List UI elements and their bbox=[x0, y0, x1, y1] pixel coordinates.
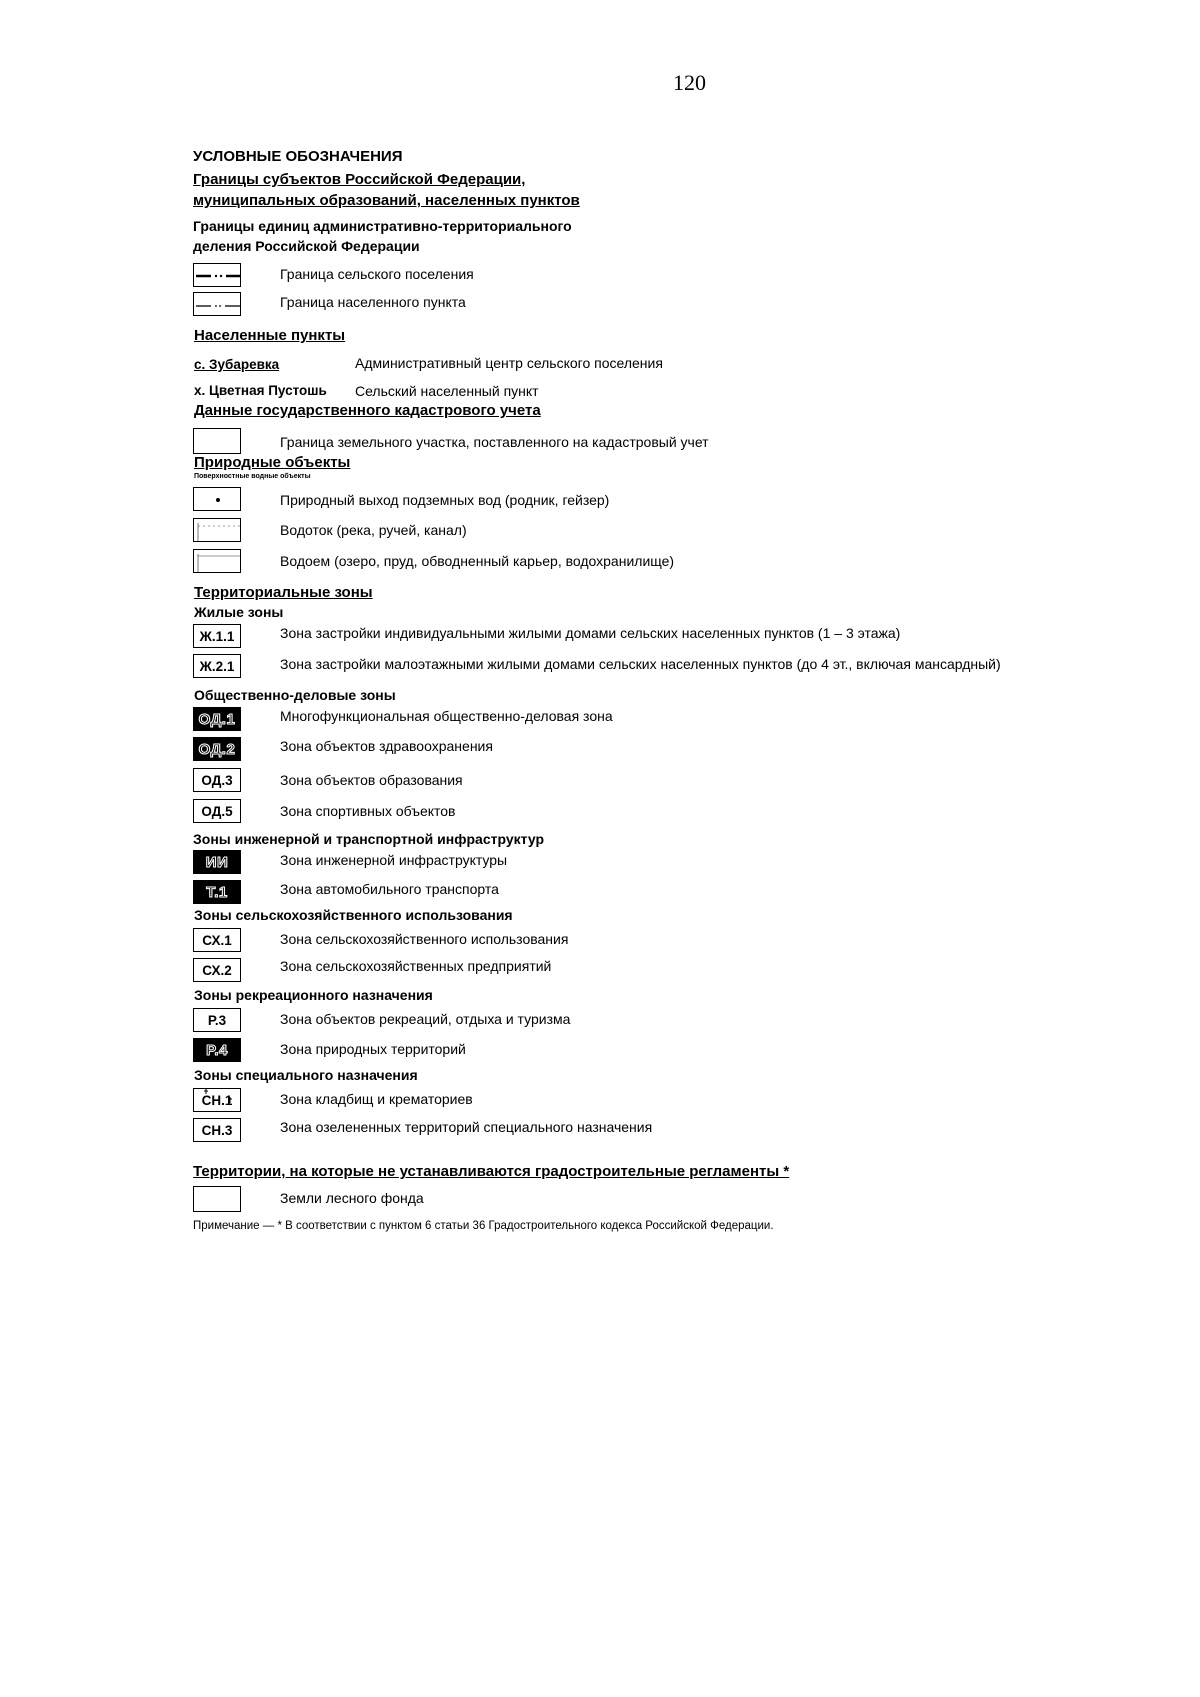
zone-code-od2 bbox=[193, 737, 241, 761]
zone-code-ii bbox=[193, 850, 241, 874]
zone-od2-label: Зона объектов здравоохранения bbox=[280, 738, 493, 754]
special-zones-title: Зоны специального назначения bbox=[194, 1067, 418, 1083]
zone-code-r4-text: Р.4 bbox=[206, 1041, 228, 1059]
water-body-symbol bbox=[193, 549, 241, 573]
watercourse-label: Водоток (река, ручей, канал) bbox=[280, 522, 467, 538]
rural-settlement-sample: х. Цветная Пустошь bbox=[194, 383, 327, 398]
zone-code-skh1: СХ.1 bbox=[193, 928, 241, 952]
infrastructure-zones-title: Зоны инженерной и транспортной инфраструктур bbox=[193, 831, 544, 847]
zone-sn1-label: Зона кладбищ и крематориев bbox=[280, 1091, 473, 1107]
zone-zh21-label: Зона застройки малоэтажными жилыми домами сельских населенных пунктов (до 4 эт., включая мансардный) bbox=[280, 656, 1001, 672]
zone-skh2-label: Зона сельскохозяйственных предприятий bbox=[280, 958, 552, 974]
settlement-border-label: Граница населенного пункта bbox=[280, 294, 466, 310]
water-body-label: Водоем (озеро, пруд, обводненный карьер, водохранилище) bbox=[280, 553, 675, 569]
zone-code-od1-text: ОД.1 bbox=[198, 710, 236, 728]
zone-sn3-label: Зона озелененных территорий специального назначения bbox=[280, 1119, 653, 1135]
zone-code-r4 bbox=[193, 1038, 241, 1062]
zone-od3-label: Зона объектов образования bbox=[280, 772, 463, 788]
admin-center-label: Административный центр сельского поселения bbox=[355, 355, 663, 371]
residential-zones-title: Жилые зоны bbox=[194, 604, 284, 620]
zone-r4-label: Зона природных территорий bbox=[280, 1041, 466, 1057]
borders-section-title-line1: Границы субъектов Российской Федерации, bbox=[193, 171, 526, 188]
zone-code-skh2: СХ.2 bbox=[193, 958, 241, 982]
page-number: 120 bbox=[673, 70, 706, 95]
spring-symbol bbox=[193, 487, 241, 511]
agriculture-zones-title: Зоны сельскохозяйственного использования bbox=[194, 907, 513, 923]
zone-code-sn1 bbox=[193, 1088, 241, 1112]
zone-code-od3: ОД.3 bbox=[193, 768, 241, 792]
zone-od1-label: Многофункциональная общественно-деловая зона bbox=[280, 708, 613, 724]
borders-subtitle-line2: деления Российской Федерации bbox=[193, 238, 420, 254]
zone-code-od5: ОД.5 bbox=[193, 799, 241, 823]
zone-code-od1 bbox=[193, 707, 241, 731]
rural-settlement-label: Сельский населенный пункт bbox=[355, 383, 539, 399]
zone-code-od2-text: ОД.2 bbox=[198, 740, 236, 758]
zone-code-zh21: Ж.2.1 bbox=[193, 654, 241, 678]
no-regulation-section-title: Территории, на которые не устанавливаются градостроительные регламенты * bbox=[193, 1163, 790, 1180]
nature-section-title: Природные объекты bbox=[194, 454, 351, 471]
rural-settlement-border-symbol bbox=[193, 263, 241, 287]
legend-title: УСЛОВНЫЕ ОБОЗНАЧЕНИЯ bbox=[193, 148, 403, 165]
zone-code-ii-text: ИИ bbox=[205, 853, 229, 871]
cadastre-section-title: Данные государственного кадастрового учета bbox=[194, 402, 541, 419]
forest-fund-label: Земли лесного фонда bbox=[280, 1190, 424, 1206]
zone-code-zh11: Ж.1.1 bbox=[193, 624, 241, 648]
footnote: Примечание — * В соответствии с пунктом 6 статьи 36 Градостроительного кодекса Российской Федерации. bbox=[193, 1220, 774, 1232]
land-plot-border-label: Граница земельного участка, поставленного на кадастровый учет bbox=[280, 434, 709, 450]
zone-t1-label: Зона автомобильного транспорта bbox=[280, 881, 499, 897]
zone-code-sn3: СН.3 bbox=[193, 1118, 241, 1142]
business-zones-title: Общественно-деловые зоны bbox=[194, 687, 396, 703]
spring-label: Природный выход подземных вод (родник, гейзер) bbox=[280, 492, 610, 508]
zone-skh1-label: Зона сельскохозяйственного использования bbox=[280, 931, 569, 947]
borders-section-title-line2: муниципальных образований, населенных пунктов bbox=[193, 192, 580, 209]
forest-fund-symbol bbox=[193, 1186, 241, 1212]
zone-ii-label: Зона инженерной инфраструктуры bbox=[280, 852, 508, 868]
zone-code-r3: Р.3 bbox=[193, 1008, 241, 1032]
zones-section-title: Территориальные зоны bbox=[194, 584, 373, 601]
land-plot-border-symbol bbox=[193, 428, 241, 454]
admin-center-sample: с. Зубаревка bbox=[194, 357, 280, 372]
nature-section-subtitle: Поверхностные водные объекты bbox=[194, 473, 311, 480]
zone-od5-label: Зона спортивных объектов bbox=[280, 803, 456, 819]
rural-settlement-border-label: Граница сельского поселения bbox=[280, 266, 474, 282]
zone-code-t1-text: Т.1 bbox=[206, 883, 228, 901]
settlements-section-title: Населенные пункты bbox=[194, 327, 346, 344]
zone-r3-label: Зона объектов рекреаций, отдыха и туризма bbox=[280, 1011, 571, 1027]
zone-zh11-label: Зона застройки индивидуальными жилыми домами сельских населенных пунктов (1 – 3 этажа) bbox=[280, 625, 901, 641]
recreation-zones-title: Зоны рекреационного назначения bbox=[194, 987, 433, 1003]
zone-code-t1 bbox=[193, 880, 241, 904]
settlement-border-symbol bbox=[193, 292, 241, 316]
zone-code-sn1-text: СН.1 bbox=[201, 1092, 233, 1108]
watercourse-symbol bbox=[193, 518, 241, 542]
borders-subtitle-line1: Границы единиц административно-территориального bbox=[193, 218, 572, 234]
